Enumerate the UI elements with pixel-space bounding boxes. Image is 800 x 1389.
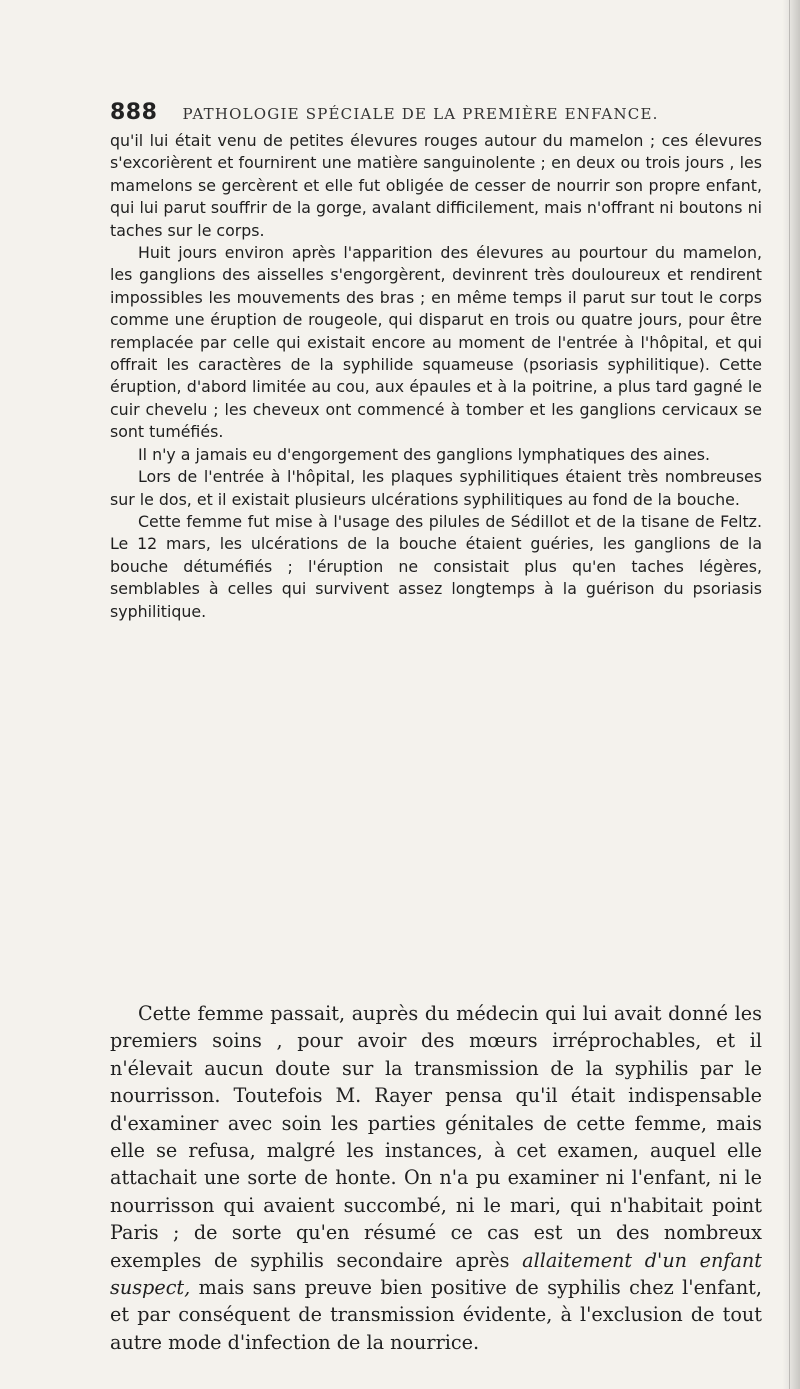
commentary-text-part-1: Cette femme passait, auprès du médecin qui lui avait donné les premiers soins , pour avoir des mœurs irréprochables, et il n'élevait aucun doute sur la transmission de la syphilis par le nourrisson. Toutefois M. Rayer pensa qu'il était indispensable d'examiner avec soin les parties génitales de cette femme, mais elle se refusa, malgré les instances, à cet examen, auquel elle attachait une sorte de honte. On n'a pu examiner ni l'enfant, ni le nourrisson qui avaient succombé, ni le mari, qui n'habitait point Paris ; de sorte qu'en résumé ce cas est un des nombreux exemples de syphilis secondaire après: [110, 1002, 762, 1272]
page-edge-line: [789, 0, 790, 1389]
running-title: PATHOLOGIE SPÉCIALE DE LA PREMIÈRE ENFANCE.: [182, 105, 659, 123]
page-edge-shadow: [782, 0, 800, 1389]
commentary-paragraph: [110, 1000, 762, 1356]
commentary-text: [110, 1000, 762, 1356]
paragraph: Huit jours environ après l'apparition des élevures au pourtour du mamelon, les ganglions des aisselles s'engorgèrent, devinrent très douloureux et rendirent impossibles les mouvements des bras ; en même temps il parut sur tout le corps comme une éruption de rougeole, qui disparut en trois ou quatre jours, pour être remplacée par celle qui existait encore au moment de l'entrée à l'hôpital, et qui offrait les caractères de la syphilide squameuse (psoriasis syphilitique). Cette éruption, d'abord limitée au cou, aux épaules et à la poitrine, a plus tard gagné le cuir chevelu ; les cheveux ont commencé à tomber et les ganglions cervicaux se sont tuméfiés.: [110, 243, 762, 442]
paragraph: Il n'y a jamais eu d'engorgement des ganglions lymphatiques des aines.: [138, 444, 711, 464]
commentary-text-part-2: mais sans preuve bien positive de syphilis chez l'enfant, et par conséquent de transmission évidente, à l'exclusion de tout autre mode d'infection de la nourrice.: [110, 1276, 762, 1354]
commentary-italic-phrase: allaitement d'un enfant suspect,: [110, 1248, 762, 1300]
paragraph: Cette femme fut mise à l'usage des pilules de Sédillot et de la tisane de Feltz. Le 12 mars, les ulcérations de la bouche étaient guéries, les ganglions de la bouche détuméfiés ; l'éruption ne consistait plus qu'en taches légères, semblables à celles qui survivent assez longtemps à la guérison du psoriasis syphilitique.: [110, 511, 762, 621]
running-head: [110, 100, 750, 125]
paragraph: Lors de l'entrée à l'hôpital, les plaques syphilitiques étaient très nombreuses sur le dos, et il existait plusieurs ulcérations syphilitiques au fond de la bouche.: [110, 467, 762, 509]
page-number: 888: [110, 100, 158, 125]
case-report-text: [110, 130, 762, 623]
paragraph-continuation: qu'il lui était venu de petites élevures rouges autour du mamelon ; ces élevures s'excorièrent et fournirent une matière sanguinolente ; en deux ou trois jours , les mamelons se gercèrent et elle fut obligée de cesser de nourrir son propre enfant, qui lui parut souffrir de la gorge, avalant difficilement, mais n'offrant ni boutons ni taches sur le corps.: [110, 131, 762, 240]
